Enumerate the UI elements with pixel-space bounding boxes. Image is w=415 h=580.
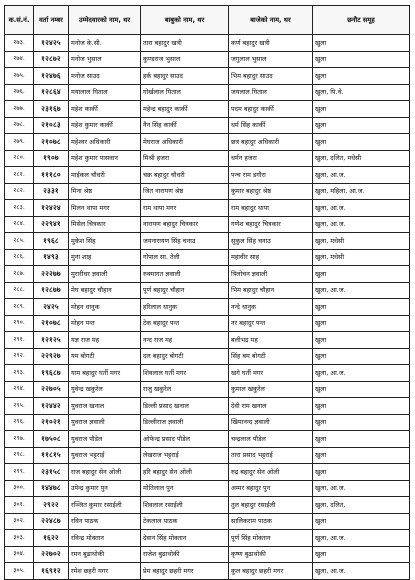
candidate-name-cell: युवराज खनाल: [69, 398, 141, 415]
roll-number-cell: १९६८७: [34, 365, 69, 382]
selection-group-cell: खुला: [313, 431, 410, 448]
father-name-cell: पूर्ण बहादुर चौहान: [141, 282, 229, 299]
grandfather-name-cell: सालिकराम पाठक: [229, 513, 313, 530]
roll-number-cell: २२९४१: [34, 216, 69, 233]
grandfather-name-cell: बलीभद्र मह: [229, 332, 313, 349]
candidate-name-cell: मुरारीधर ज्ञवाली: [69, 266, 141, 283]
table-row: [5, 200, 410, 217]
grandfather-name-cell: तुल बहादुर रसाईली: [229, 497, 313, 514]
serial-cell: २८०.: [5, 150, 34, 167]
table-row: [5, 299, 410, 316]
father-name-cell: शिवलाल घर्ती मगर: [141, 365, 229, 382]
grandfather-name-cell: अम्मर बहादुर पुन: [229, 480, 313, 497]
serial-cell: २९०.: [5, 315, 34, 332]
serial-cell: २७४.: [5, 51, 34, 68]
father-name-cell: रुक्मागत ज्ञवाली: [141, 266, 229, 283]
roll-number-cell: १४४७८: [34, 480, 69, 497]
selection-group-cell: खुला: [313, 134, 410, 151]
selection-group-cell: खुला: [313, 51, 410, 68]
candidate-name-cell: रमेश छहरी मगर: [69, 563, 141, 580]
header-serial: क.सं.नं.: [5, 6, 34, 35]
table-row: [5, 167, 410, 184]
table-row: [5, 563, 410, 580]
candidate-name-cell: मुकेश सिंह: [69, 233, 141, 250]
grandfather-name-cell: भिम बहादुर साउद: [229, 68, 313, 85]
selection-group-cell: खुला: [313, 546, 410, 563]
serial-cell: २८८.: [5, 282, 34, 299]
father-name-cell: हर्क बहादुर साउद: [141, 68, 229, 85]
roll-number-cell: १४९३: [34, 249, 69, 266]
selection-group-cell: खुला, आ.ज.: [313, 365, 410, 382]
father-name-cell: मोतिलाल पुन: [141, 480, 229, 497]
roll-number-cell: २१०७८: [34, 315, 69, 332]
candidate-name-cell: मोहन धानुक: [69, 299, 141, 316]
roll-number-cell: २२७०५: [34, 381, 69, 398]
table-row: [5, 513, 410, 530]
table-row: [5, 282, 410, 299]
table-row: [5, 117, 410, 134]
candidate-name-cell: मनोज साउद: [69, 68, 141, 85]
serial-cell: २७८.: [5, 117, 34, 134]
table-row: [5, 35, 410, 52]
father-name-cell: डिल्लीराज ज्ञवाली: [141, 414, 229, 431]
candidate-name-cell: रञ्जित कुमार रसाईली: [69, 497, 141, 514]
candidate-name-cell: मिसेल चित्रकार: [69, 216, 141, 233]
table-row: [5, 414, 410, 431]
father-name-cell: टेकलाल पाठक: [141, 513, 229, 530]
grandfather-name-cell: कृष्ण बुढाथोकी: [229, 546, 313, 563]
table-body: [5, 35, 410, 580]
father-name-cell: दल बहादुर बोगटी: [141, 348, 229, 365]
candidate-name-cell: माईकल चौधरी: [69, 167, 141, 184]
candidate-name-cell: यज्ञ राज मह: [69, 332, 141, 349]
grandfather-name-cell: कुमार बहादुर श्रेष्ठ: [229, 183, 313, 200]
roll-number-cell: १२४२५: [34, 35, 69, 52]
candidate-name-cell: महेश्वर अधिकारी: [69, 134, 141, 151]
results-sheet: [4, 5, 409, 580]
table-header: [5, 6, 410, 35]
selection-group-cell: खुला: [313, 513, 410, 530]
serial-cell: २७९.: [5, 134, 34, 151]
selection-group-cell: खुला: [313, 332, 410, 349]
grandfather-name-cell: खगे घर्ती मगर: [229, 365, 313, 382]
father-name-cell: हरि बहादुर सेन ओली: [141, 464, 229, 481]
serial-cell: ३०२.: [5, 513, 34, 530]
candidate-name-cell: मनोज भुसाल: [69, 51, 141, 68]
roll-number-cell: १९६८: [34, 233, 69, 250]
selection-group-cell: खुला: [313, 381, 410, 398]
serial-cell: २८७.: [5, 266, 34, 283]
serial-cell: २७७.: [5, 101, 34, 118]
roll-number-cell: २२७०२: [34, 546, 69, 563]
roll-number-cell: १११८०: [34, 167, 69, 184]
serial-cell: २७५.: [5, 68, 34, 85]
selection-group-cell: खुला: [313, 299, 410, 316]
selection-group-cell: खुला, आ.ज.: [313, 167, 410, 184]
candidate-name-cell: रविन पाठक: [69, 513, 141, 530]
roll-number-cell: २२२७७: [34, 266, 69, 283]
selection-group-cell: खुला: [313, 315, 410, 332]
table-row: [5, 150, 410, 167]
table-row: [5, 183, 410, 200]
serial-cell: ३०३.: [5, 530, 34, 547]
father-name-cell: प्रेम बहादुर छहरी मगर: [141, 563, 229, 580]
roll-number-cell: २२९२७: [34, 348, 69, 365]
selection-group-cell: खुला, आ.ज.: [313, 563, 410, 580]
serial-cell: २९४.: [5, 381, 34, 398]
candidate-name-cell: युवेन्द्र खकुरेल: [69, 381, 141, 398]
serial-cell: २९६.: [5, 414, 34, 431]
grandfather-name-cell: पूर्ण सिंह मोक्तान: [229, 530, 313, 547]
roll-number-cell: १२८६४: [34, 84, 69, 101]
father-name-cell: डिल्ली प्रसाद खनाल: [141, 398, 229, 415]
candidate-name-cell: मेघ बहादुर चौहान: [69, 282, 141, 299]
candidate-name-cell: मयालाल घिताल: [69, 84, 141, 101]
serial-cell: २७६.: [5, 84, 34, 101]
selection-group-cell: खुला: [313, 68, 410, 85]
grandfather-name-cell: त्रिलोचन ज्ञवाली: [229, 266, 313, 283]
table-row: [5, 530, 410, 547]
table-row: [5, 84, 410, 101]
father-name-cell: राम थापा मगर: [141, 200, 229, 217]
serial-cell: २८१.: [5, 167, 34, 184]
father-name-cell: जयनारायण सिंह चनाउ: [141, 233, 229, 250]
serial-cell: २८२.: [5, 183, 34, 200]
serial-cell: २८५.: [5, 233, 34, 250]
serial-cell: ३०१.: [5, 497, 34, 514]
table-row: [5, 266, 410, 283]
header-candidate-name: उम्मेदवारको नाम, थर: [69, 6, 141, 35]
grandfather-name-cell: महावीर साह: [229, 249, 313, 266]
serial-cell: २७३.: [5, 35, 34, 52]
serial-cell: ३००.: [5, 480, 34, 497]
father-name-cell: महेन्द्र बहादुर कार्की: [141, 101, 229, 118]
serial-cell: २९८.: [5, 447, 34, 464]
roll-number-cell: १९०७: [34, 150, 69, 167]
selection-group-cell: खुला: [313, 398, 410, 415]
grandfather-name-cell: पदम बहादुर कार्की: [229, 101, 313, 118]
candidate-table: [4, 5, 410, 580]
table-row: [5, 249, 410, 266]
roll-number-cell: २३१५८: [34, 464, 69, 481]
grandfather-name-cell: कुमाल खकुरेल: [229, 381, 313, 398]
selection-group-cell: खुला, आ.ज.: [313, 480, 410, 497]
selection-group-cell: खुला: [313, 35, 410, 52]
table-row: [5, 464, 410, 481]
table-row: [5, 398, 410, 415]
table-row: [5, 497, 410, 514]
selection-group-cell: खुला: [313, 464, 410, 481]
table-row: [5, 365, 410, 382]
candidate-name-cell: युवराज पौडेल: [69, 431, 141, 448]
roll-number-cell: १२८७२: [34, 51, 69, 68]
table-row: [5, 381, 410, 398]
grandfather-name-cell: देवी राम खनाल: [229, 398, 313, 415]
table-row: [5, 431, 410, 448]
father-name-cell: राजेश बुढाथोकी: [141, 546, 229, 563]
table-row: [5, 348, 410, 365]
table-row: [5, 216, 410, 233]
table-row: [5, 332, 410, 349]
father-name-cell: हरिलाल धानुक: [141, 299, 229, 316]
header-roll-number: वर्ता नम्बर: [34, 6, 69, 35]
grandfather-name-cell: कर्ण बहादुर खत्री: [229, 35, 313, 52]
candidate-name-cell: मोहन पन्त: [69, 315, 141, 332]
roll-number-cell: २३३१: [34, 183, 69, 200]
table-row: [5, 134, 410, 151]
roll-number-cell: २१०८३: [34, 117, 69, 134]
table-row: [5, 51, 410, 68]
roll-number-cell: १२४७६: [34, 68, 69, 85]
selection-group-cell: खुला, आ.ज.: [313, 282, 410, 299]
grandfather-name-cell: छत्र बहादुर अधिकारी: [229, 134, 313, 151]
grandfather-name-cell: सिंह बम बोगटी: [229, 348, 313, 365]
grandfather-name-cell: जयलाल घिताल: [229, 84, 313, 101]
father-name-cell: मिश्री हजरा: [141, 150, 229, 167]
serial-cell: २९७.: [5, 431, 34, 448]
selection-group-cell: खुला, आ.ज.: [313, 216, 410, 233]
candidate-name-cell: मिना श्रेष्ठ: [69, 183, 141, 200]
table-row: [5, 101, 410, 118]
table-row: [5, 68, 410, 85]
table-row: [5, 233, 410, 250]
roll-number-cell: २२४८७: [34, 513, 69, 530]
selection-group-cell: खुला: [313, 266, 410, 283]
serial-cell: २८३.: [5, 200, 34, 217]
serial-cell: २९२.: [5, 348, 34, 365]
roll-number-cell: २१०७८: [34, 134, 69, 151]
candidate-name-cell: मनोज के.सी.: [69, 35, 141, 52]
roll-number-cell: २३१६७: [34, 101, 69, 118]
selection-group-cell: खुला: [313, 101, 410, 118]
father-name-cell: लेखराज भट्टराई: [141, 447, 229, 464]
father-name-cell: राजु खकुरेल: [141, 381, 229, 398]
candidate-name-cell: उपेन्द्र कुमार पुन: [69, 480, 141, 497]
serial-cell: ३०४.: [5, 546, 34, 563]
grandfather-name-cell: खिमानन्द ज्ञवाली: [229, 414, 313, 431]
serial-cell: २९५.: [5, 398, 34, 415]
roll-number-cell: २९२२: [34, 497, 69, 514]
grandfather-name-cell: पन्च राम डगौरा: [229, 167, 313, 184]
selection-group-cell: खुला, आ.ज.: [313, 530, 410, 547]
table-row: [5, 546, 410, 563]
selection-group-cell: खुला, मधेसी: [313, 233, 410, 250]
candidate-name-cell: रविन्द्र मोक्तान: [69, 530, 141, 547]
roll-number-cell: १२४२४: [34, 200, 69, 217]
grandfather-name-cell: नर बहादुर पन्त: [229, 315, 313, 332]
roll-number-cell: १२१२५: [34, 332, 69, 349]
father-name-cell: मेघराज अधिकारी: [141, 134, 229, 151]
candidate-name-cell: राज बहादुर सेन ओली: [69, 464, 141, 481]
grandfather-name-cell: चन्द्रलाल पौडेल: [229, 431, 313, 448]
serial-cell: २८६.: [5, 249, 34, 266]
selection-group-cell: खुला, पि.चे.: [313, 84, 410, 101]
roll-number-cell: १६९१२: [34, 563, 69, 580]
grandfather-name-cell: नन्दे धानुक: [229, 299, 313, 316]
roll-number-cell: १७५०८: [34, 431, 69, 448]
candidate-name-cell: यम बोगटी: [69, 348, 141, 365]
grandfather-name-cell: राम बहादुर थापा: [229, 200, 313, 217]
grandfather-name-cell: धर्मन हजरा: [229, 150, 313, 167]
roll-number-cell: ११८१५: [34, 447, 69, 464]
father-name-cell: देवान सिंह मोक्तान: [141, 530, 229, 547]
grandfather-name-cell: कुल बहादुर छहरी मगर: [229, 563, 313, 580]
roll-number-cell: १२८७७: [34, 282, 69, 299]
selection-group-cell: खुला, मधेसी: [313, 249, 410, 266]
grandfather-name-cell: भिम बहादुर चौहान: [229, 282, 313, 299]
father-name-cell: नैन सिंह कार्की: [141, 117, 229, 134]
roll-number-cell: १६२२: [34, 530, 69, 547]
header-row: [5, 6, 410, 35]
grandfather-name-cell: जगुलाल भुसाल: [229, 51, 313, 68]
selection-group-cell: खुला: [313, 348, 410, 365]
father-name-cell: शिवलाल रसाईली: [141, 497, 229, 514]
grandfather-name-cell: सुकुल सिंह चनाउ: [229, 233, 313, 250]
serial-cell: २८९.: [5, 299, 34, 316]
grandfather-name-cell: धर्म सिंह कार्की: [229, 117, 313, 134]
candidate-name-cell: रमन बुढाथोकी: [69, 546, 141, 563]
selection-group-cell: खुला, दलित,: [313, 497, 410, 514]
father-name-cell: गोपाल सा. तेली: [141, 249, 229, 266]
selection-group-cell: खुला, दलित, मधेसी: [313, 150, 410, 167]
selection-group-cell: खुला, आ.ज.: [313, 200, 410, 217]
father-name-cell: कुण्डराज भुसाल: [141, 51, 229, 68]
grandfather-name-cell: तारा प्रसाद भट्टराई: [229, 447, 313, 464]
candidate-name-cell: मिलन थापा मगर: [69, 200, 141, 217]
father-name-cell: टेक बहादुर पन्त: [141, 315, 229, 332]
table-row: [5, 447, 410, 464]
father-name-cell: ओफेन्द्र प्रसाद पौडेल: [141, 431, 229, 448]
grandfather-name-cell: गणेश बहादुर चित्रकार: [229, 216, 313, 233]
candidate-name-cell: महेश कुमार पासवान: [69, 150, 141, 167]
selection-group-cell: खुला: [313, 414, 410, 431]
candidate-name-cell: युवराज ज्ञवाली: [69, 414, 141, 431]
candidate-name-cell: महेश कुमार कार्की: [69, 117, 141, 134]
candidate-name-cell: याम बहादुर घर्ती मगर: [69, 365, 141, 382]
candidate-name-cell: युवराज भट्टराई: [69, 447, 141, 464]
header-grandfather-name: बाजेको नाम, थर: [229, 6, 313, 35]
table-row: [5, 480, 410, 497]
serial-cell: २९९.: [5, 464, 34, 481]
father-name-cell: गोर्खलाल घिताल: [141, 84, 229, 101]
father-name-cell: तारा बहादुर खत्री: [141, 35, 229, 52]
roll-number-cell: २१०२१: [34, 414, 69, 431]
selection-group-cell: खुला: [313, 117, 410, 134]
father-name-cell: जित नारायण श्रेष्ठ: [141, 183, 229, 200]
father-name-cell: चक्र बहादुर चौधरी: [141, 167, 229, 184]
header-father-name: बाबुको नाम, थर: [141, 6, 229, 35]
serial-cell: ३०५.: [5, 563, 34, 580]
candidate-name-cell: मुना शाह: [69, 249, 141, 266]
roll-number-cell: १२४४२: [34, 398, 69, 415]
serial-cell: २८४.: [5, 216, 34, 233]
grandfather-name-cell: रुद्र बहादुर सेन ओली: [229, 464, 313, 481]
candidate-name-cell: महेश कार्की: [69, 101, 141, 118]
header-selection-group: छनौट समूह: [313, 6, 410, 35]
serial-cell: २९१.: [5, 332, 34, 349]
serial-cell: २९३.: [5, 365, 34, 382]
father-name-cell: नारायण बहादुर चित्रकार: [141, 216, 229, 233]
roll-number-cell: २४२५: [34, 299, 69, 316]
father-name-cell: नन्द राज मह: [141, 332, 229, 349]
table-row: [5, 315, 410, 332]
selection-group-cell: खुला: [313, 447, 410, 464]
selection-group-cell: खुला, महिला, आ.ज.: [313, 183, 410, 200]
